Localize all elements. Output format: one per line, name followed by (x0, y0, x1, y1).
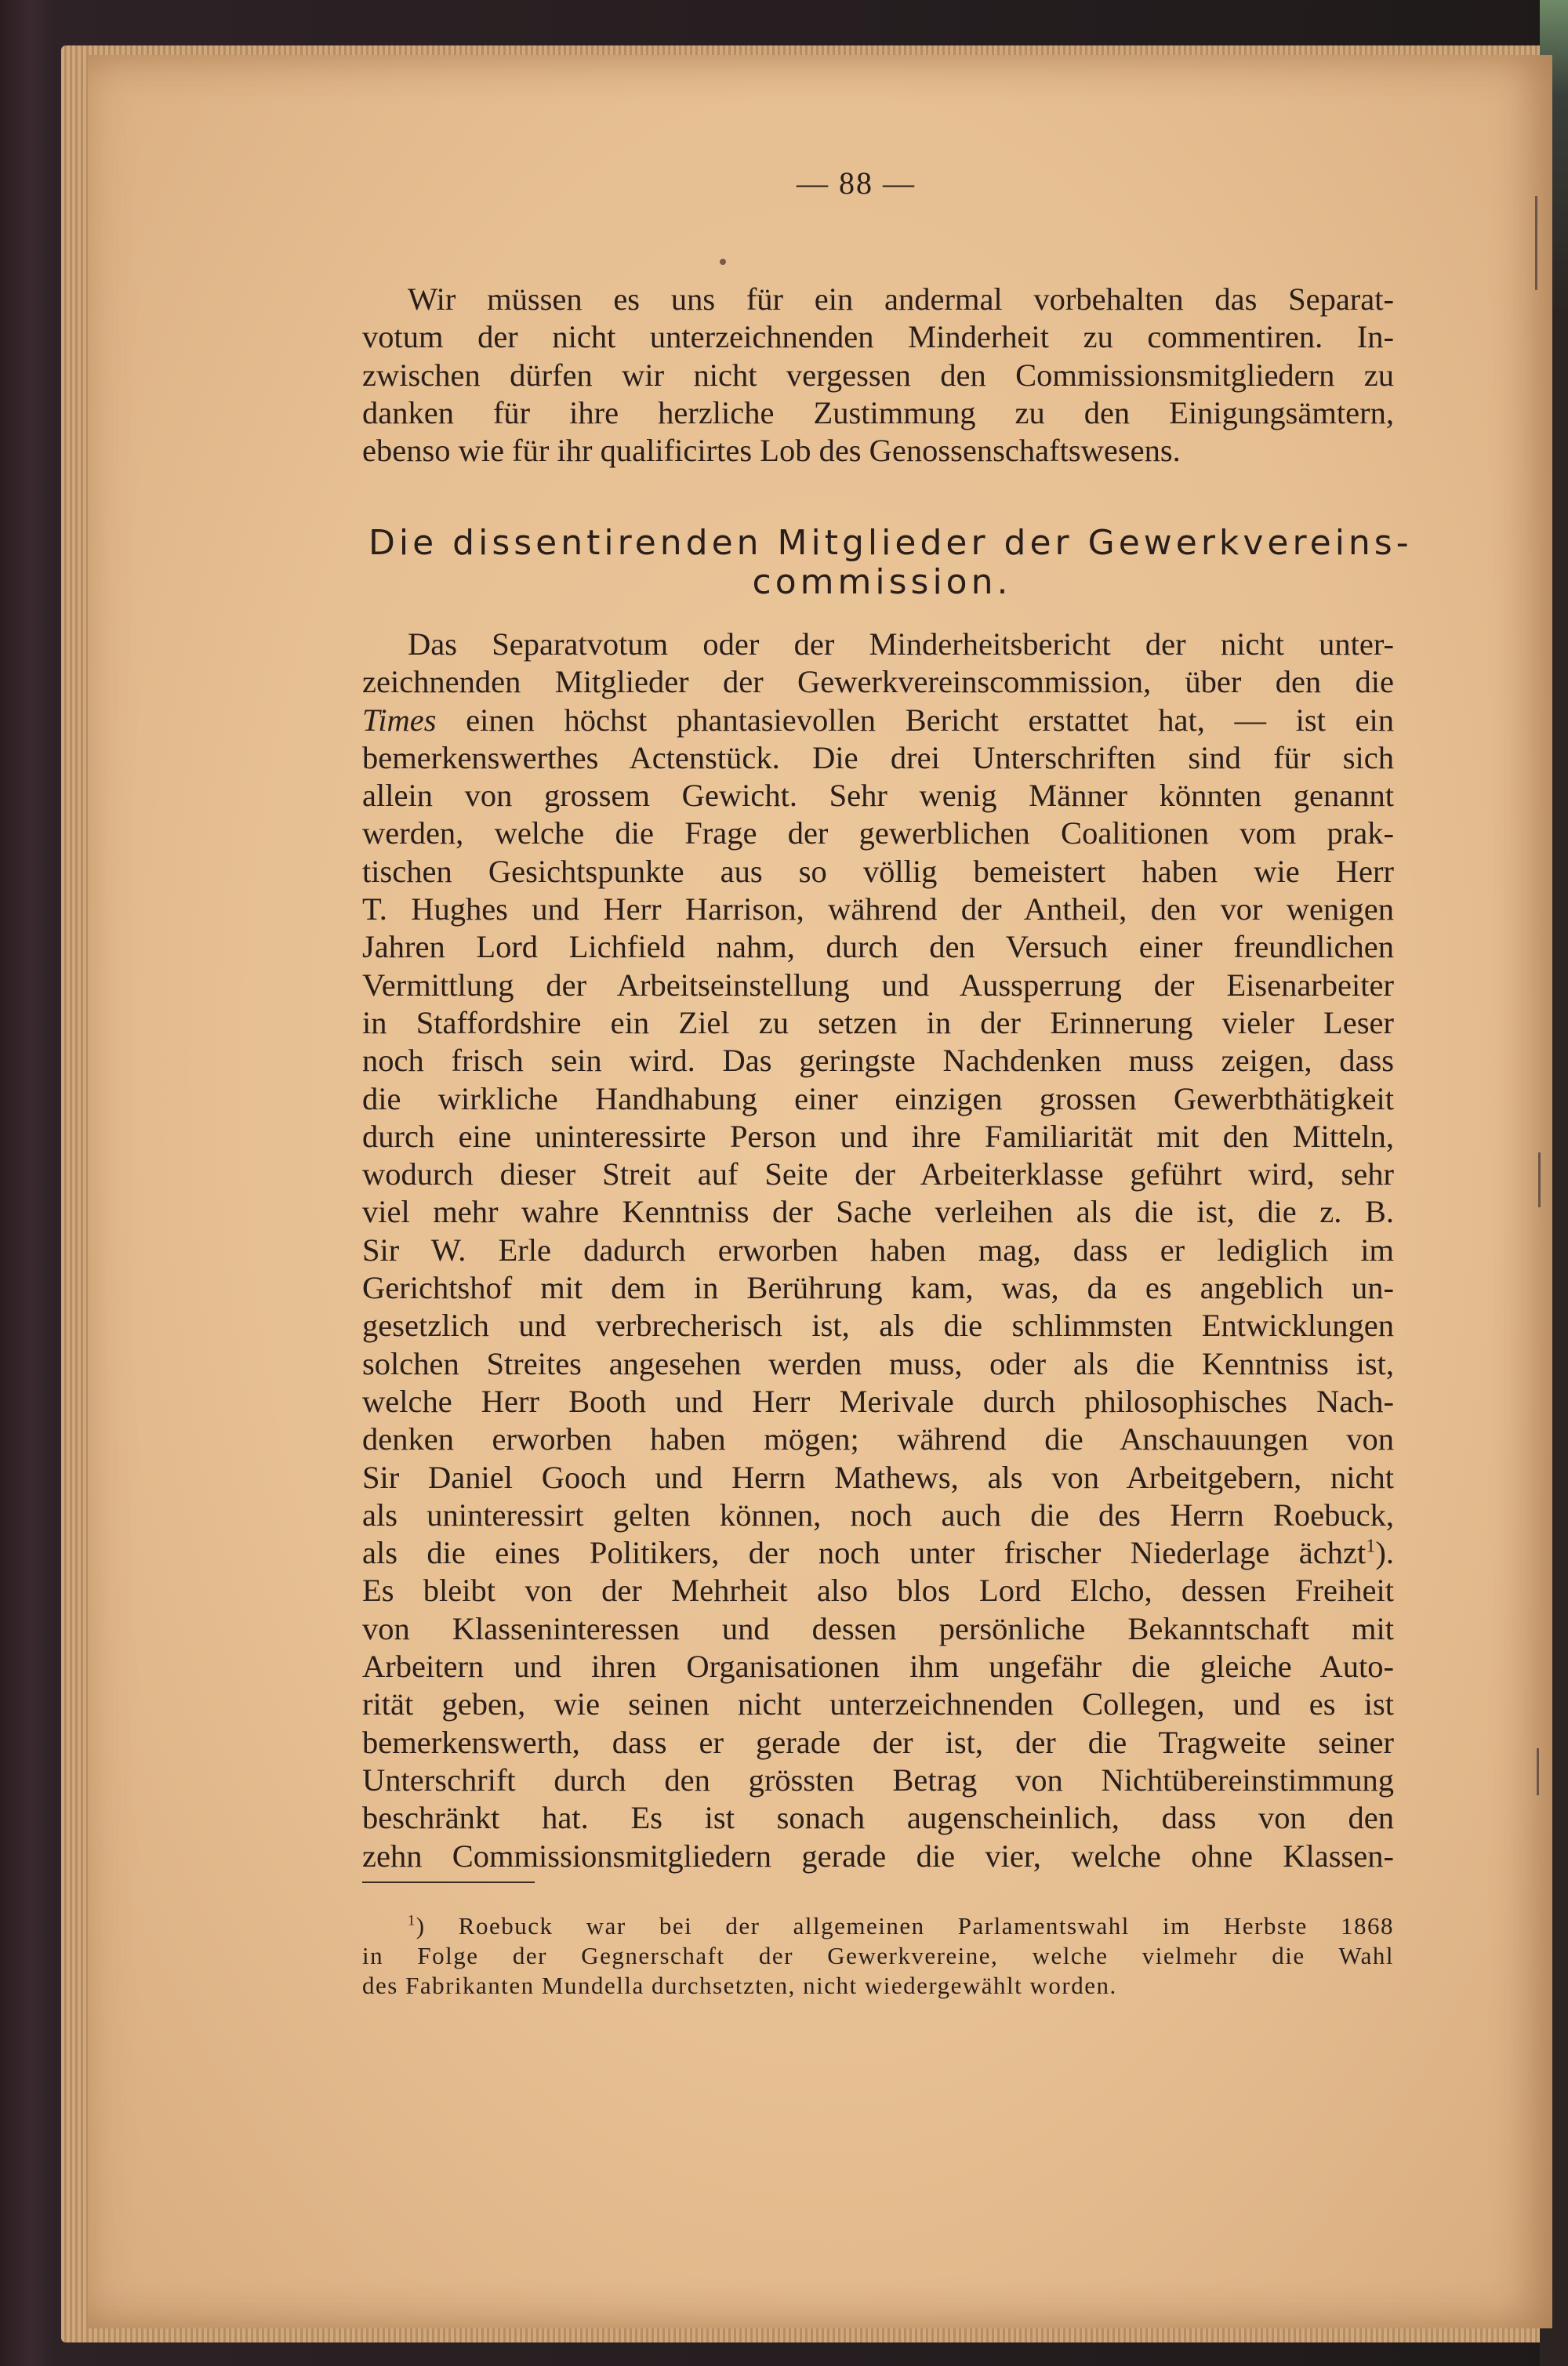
text-line: denken erworben haben mögen; während die Anschauungen von (362, 1421, 1394, 1457)
margin-mark (1537, 1748, 1539, 1795)
paragraph-intro (362, 281, 1394, 470)
text-line: solchen Streites angesehen werden muss, oder als die Kenntniss ist, (362, 1345, 1394, 1381)
text-line: T. Hughes und Herr Harrison, während der Antheil, den vor wenigen (362, 891, 1394, 927)
margin-mark (1535, 196, 1537, 290)
footnote-marker: 1 (408, 1912, 416, 1929)
heading-line: Die dissentirenden Mitglieder der Gewerkvereins- (368, 523, 1413, 563)
text-line: Wir müssen es uns für ein andermal vorbehalten das Separat- (408, 281, 1394, 317)
text-line: Arbeitern und ihren Organisationen ihm ungefähr die gleiche Auto- (362, 1649, 1394, 1685)
text-line: gesetzlich und verbrecherisch ist, als die schlimmsten Entwicklungen (362, 1308, 1394, 1344)
text-line: ebenso wie für ihr qualificirtes Lob des Genossenschaftswesens. (362, 433, 1181, 469)
page-number: — 88 — (797, 165, 916, 201)
text-line: als uninteressirt gelten können, noch auch die des Herrn Roebuck, (362, 1497, 1394, 1533)
scan-speck (720, 259, 726, 265)
text-fragment: einen höchst phantasievollen Bericht erstattet hat, — ist ein (436, 702, 1394, 738)
text-line: noch frisch sein wird. Das geringste Nachdenken muss zeigen, dass (362, 1043, 1394, 1079)
text-fragment: als die eines Politikers, der noch unter frischer Niederlage ächzt (362, 1535, 1367, 1571)
italic-title: Times (362, 702, 437, 738)
text-line: beschränkt hat. Es ist sonach augenscheinlich, dass von den (362, 1800, 1394, 1836)
text-line: Unterschrift durch den grössten Betrag von Nichtübereinstimmung (362, 1762, 1394, 1798)
text-line: bemerkenswerth, dass er gerade der ist, der die Tragweite seiner (362, 1724, 1394, 1760)
heading-line: commission. (752, 562, 1012, 602)
text-line: zehn Commissionsmitgliedern gerade die vier, welche ohne Klassen- (362, 1838, 1394, 1874)
text-line (362, 1534, 1394, 1572)
footnote-divider (362, 1882, 535, 1883)
section-heading (368, 523, 1413, 602)
footnote-line (362, 1911, 1394, 1941)
text-line: bemerkenswerthes Actenstück. Die drei Unterschriften sind für sich (362, 739, 1394, 775)
margin-mark (1538, 1152, 1541, 1207)
text-line: danken für ihre herzliche Zustimmung zu den Einigungsämtern, (362, 394, 1394, 430)
text-line: die wirkliche Handhabung einer einzigen grossen Gewerbthätigkeit (362, 1080, 1394, 1116)
text-line: viel mehr wahre Kenntniss der Sache verleihen als die ist, die z. B. (362, 1194, 1394, 1230)
text-line: votum der nicht unterzeichnenden Minderheit zu commentiren. In- (362, 319, 1394, 355)
text-line: in Staffordshire ein Ziel zu setzen in der Erinnerung vieler Leser (362, 1004, 1394, 1040)
text-line: Es bleibt von der Mehrheit also blos Lord Elcho, dessen Freiheit (362, 1573, 1394, 1609)
footnote-line: in Folge der Gegnerschaft der Gewerkvereine, welche vielmehr die Wahl (362, 1942, 1394, 1969)
text-line: tischen Gesichtspunkte aus so völlig bemeistert haben wie Herr (362, 853, 1394, 889)
text-line: Sir W. Erle dadurch erworben haben mag, dass er lediglich im (362, 1232, 1394, 1268)
text-line: Sir Daniel Gooch und Herrn Mathews, als von Arbeitgebern, nicht (362, 1459, 1394, 1495)
text-line: Jahren Lord Lichfield nahm, durch den Versuch einer freundlichen (362, 929, 1394, 965)
text-line: durch eine uninteressirte Person und ihre Familiarität mit den Mitteln, (362, 1118, 1394, 1154)
text-line: Gerichtshof mit dem in Berührung kam, was, da es angeblich un- (362, 1270, 1394, 1306)
text-fragment: ) Roebuck war bei der allgemeinen Parlamentswahl im Herbste 1868 (416, 1912, 1394, 1940)
text-line: werden, welche die Frage der gewerblichen Coalitionen vom prak- (362, 815, 1394, 851)
paragraph-main (362, 626, 1394, 1875)
text-line: Vermittlung der Arbeitseinstellung und Aussperrung der Eisenarbeiter (362, 967, 1394, 1003)
text-line: zeichnenden Mitglieder der Gewerkvereinscommission, über den die (362, 664, 1394, 700)
text-line: von Klasseninteressen und dessen persönliche Bekanntschaft mit (362, 1610, 1394, 1646)
footnote-line: des Fabrikanten Mundella durchsetzten, nicht wiedergewählt worden. (362, 1972, 1117, 1999)
text-fragment: ). (1375, 1535, 1394, 1571)
text-line: rität geben, wie seinen nicht unterzeichnenden Collegen, und es ist (362, 1686, 1394, 1722)
footnote-reference[interactable]: 1 (1366, 1535, 1376, 1557)
text-line (362, 702, 1394, 739)
text-line: Das Separatvotum oder der Minderheitsbericht der nicht unter- (408, 626, 1394, 662)
text-line: allein von grossem Gewicht. Sehr wenig Männer könnten genannt (362, 778, 1394, 814)
text-line: welche Herr Booth und Herr Merivale durch philosophisches Nach- (362, 1383, 1394, 1419)
text-line: wodurch dieser Streit auf Seite der Arbeiterklasse geführt wird, sehr (362, 1156, 1394, 1192)
footnote (362, 1911, 1394, 2001)
text-line: zwischen dürfen wir nicht vergessen den Commissionsmitgliedern zu (362, 357, 1394, 393)
